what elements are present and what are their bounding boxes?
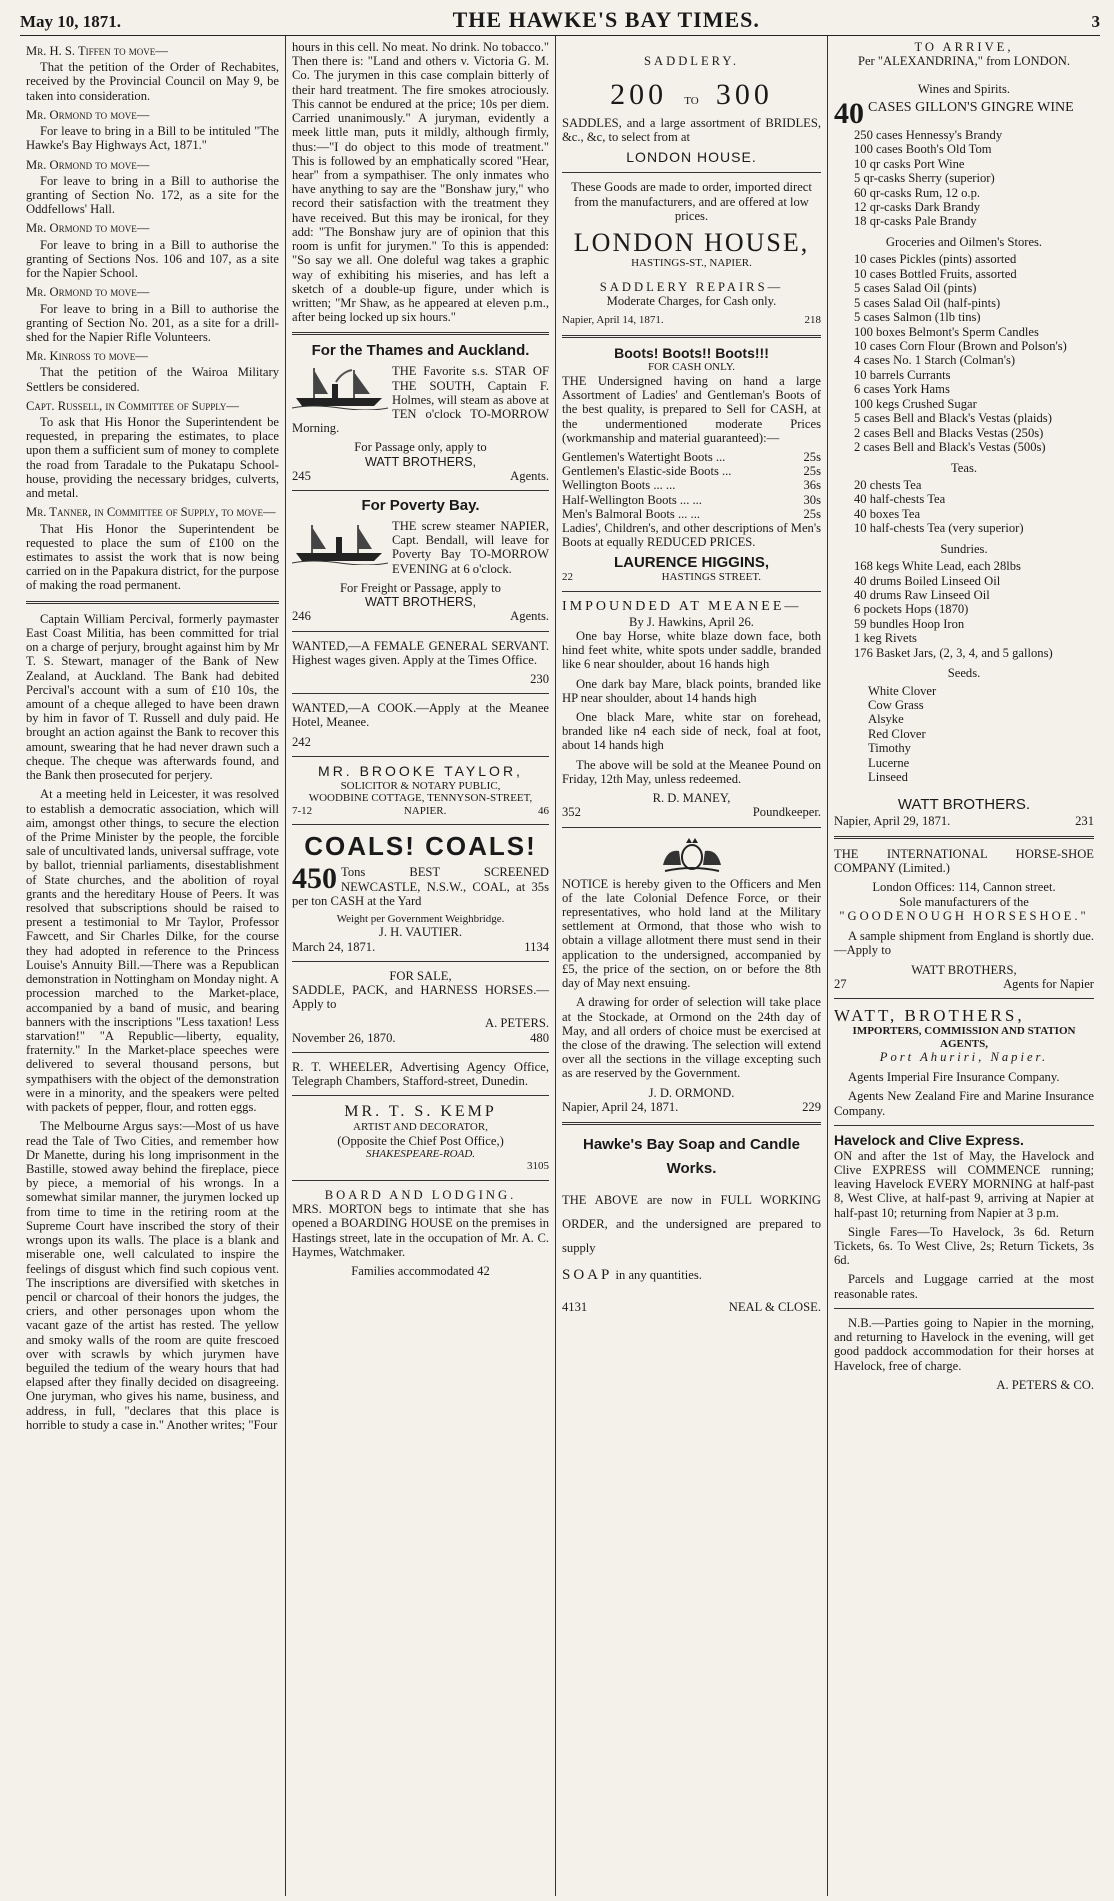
havelock-parcels: Parcels and Luggage carried at the most reasonable rates. (834, 1272, 1094, 1301)
ad-number: 1134 (524, 939, 549, 954)
seed-item: Timothy (868, 741, 911, 756)
watt-date: Napier, April 29, 1871. (834, 813, 951, 828)
ad-number: 242 (292, 734, 311, 749)
taylor-town: NAPIER. (403, 804, 447, 817)
motion-mover: Mr. Ormond to move— (26, 157, 150, 172)
divider (292, 1095, 549, 1096)
impounded-mare-2: One black Mare, white star on forehead, branded like n4 each side of neck, foal at foot, about 14 hands high (562, 710, 821, 753)
column-4 (828, 36, 1100, 1896)
coals-date: March 24, 1871. (292, 939, 376, 954)
saddles-300: 300 (715, 78, 773, 112)
watt-importers: IMPORTERS, COMMISSION AND STATION AGENTS, (852, 1025, 1076, 1050)
article-percival: Captain William Percival, formerly paymaster East Coast Militia, has been committed for trial on a charge of perjury, brought against him by Mr T. S. Stewart, manager of the Bank of New Zealand, at Auckland. The Bank had debited Percival's account with a sum of £10 10s, the amount of a cheque alleged to have been drawn by him in favor of T. Russell and duly paid. He brought an action against the Bank to recover this amount, swearing that he had never drawn such a cheque. The cheque was afterwards found, and the Bank then prosecuted for perjery. (26, 611, 279, 783)
watt-brothers-banner: WATT, BROTHERS, (834, 1005, 1025, 1025)
ad-number: 22 (562, 571, 573, 584)
divider (834, 1308, 1094, 1309)
page-number: 3 (1091, 12, 1100, 31)
motion-text: For leave to bring in a Bill to authorise the granting of Section No. 201, as a site for a drill-shed for the Napier Rifle Volunteers. (26, 301, 279, 344)
boots-item-price: 25s (803, 506, 821, 521)
thames-ad (292, 364, 549, 483)
divider (292, 1180, 549, 1181)
sundry-item: 168 kegs White Lead, each 28lbs (854, 559, 1021, 574)
ad-number: 218 (804, 314, 821, 327)
grocery-item: 10 cases Bottled Fruits, assorted (854, 266, 1017, 281)
boots-price-row (562, 478, 821, 492)
grocery-item: 2 cases Bell and Blacks Vestas (250s) (854, 425, 1044, 440)
wine-item: 5 qr-casks Sherry (superior) (854, 171, 995, 186)
divider (292, 1052, 549, 1053)
sundry-item: 40 drums Boiled Linseed Oil (854, 573, 1001, 588)
teas-heading: Teas. (950, 460, 978, 475)
havelock-heading: Havelock and Clive Express. (834, 1131, 1024, 1148)
column-3 (556, 36, 828, 1896)
boots-item-name: Wellington Boots ... ... (562, 478, 676, 493)
grocery-item: 5 cases Salad Oil (pints) (854, 281, 977, 296)
divider (292, 961, 549, 962)
watt-port: Port Ahuriri, Napier. (879, 1049, 1049, 1064)
motion-text: For leave to bring in a Bill to be intituled "The Hawke's Bay Highways Act, 1871." (26, 124, 279, 153)
boots-price-row (562, 450, 821, 464)
ad-number: 245 (292, 468, 311, 483)
havelock-name: A. PETERS & CO. (996, 1377, 1094, 1392)
ad-number: 42 (477, 1264, 490, 1278)
impounded-mare-1: One dark bay Mare, black points, branded like HP near shoulder, about 14 hands high (562, 676, 821, 705)
divider (292, 693, 549, 694)
motion-text: That the petition of the Wairoa Military Settlers be considered. (26, 365, 279, 394)
boots-heading: Boots! Boots!! Boots!!! (614, 344, 769, 361)
motion-text: That His Honor the Superintendent be requested to place the sum of £100 on the estimates to assist the work that is now being carried on in the Papakura district, for the purpose of making the road permanent. (26, 521, 279, 593)
soap-word: SOAP (562, 1266, 613, 1283)
watt-imperial: Agents Imperial Fire Insurance Company. (848, 1070, 1060, 1085)
watt-nz-fire: Agents New Zealand Fire and Marine Insurance Company. (834, 1089, 1094, 1118)
poverty-watt: WATT BROTHERS, (364, 595, 476, 610)
saddles-body: SADDLES, and a large assortment of BRIDLES, &c., &c, to select from at (562, 116, 821, 145)
forsale-body: SADDLE, PACK, and HARNESS HORSES.—Apply to (292, 983, 549, 1012)
forsale-date: November 26, 1870. (292, 1030, 396, 1045)
boots-item-name: Gentlemen's Watertight Boots ... (562, 450, 726, 464)
seed-item: Lucerne (868, 755, 910, 770)
grocery-item: 5 cases Bell and Black's Vestas (plaids) (854, 411, 1052, 426)
boots-item-price: 30s (803, 492, 821, 507)
steamship-icon (292, 364, 388, 410)
higgins-street: HASTINGS STREET. (661, 571, 761, 584)
divider (562, 1122, 821, 1125)
motion-text: For leave to bring in a Bill to authorise the granting of Section No. 172, as a site for the Oddfellows' Hall. (26, 173, 279, 217)
impounded-by: By J. Hawkins, April 26. (629, 614, 754, 629)
kemp-road: SHAKESPEARE-ROAD. (365, 1148, 476, 1161)
ormond-name: J. D. ORMOND. (648, 1085, 735, 1100)
ormond-date: Napier, April 24, 1871. (562, 1099, 679, 1114)
poundkeeper-label: Poundkeeper. (752, 805, 821, 820)
ad-number: 4131 (562, 1299, 588, 1314)
motion-text: For leave to bring in a Bill to authorise the granting of Sections Nos. 106 and 107, as a site for the Napier School. (26, 237, 279, 281)
wine-item: 10 qr casks Port Wine (854, 156, 965, 171)
taylor-name: MR. BROOKE TAYLOR, (318, 762, 523, 779)
horseshoe-sole: Sole manufacturers of the (899, 894, 1029, 909)
maney-name: R. D. MANEY, (652, 791, 731, 806)
agents-label: Agents. (510, 468, 549, 483)
notice-drawing: A drawing for order of selection will take place at the Stockade, at Ormond on the 24th day of May, and all orders of choice must be exercised at the close of the drawing. The selection will extend over all the sections in the village excepting such as are reserved by the Government. (562, 995, 821, 1081)
poverty-ad (292, 519, 549, 624)
horseshoe-watt: WATT BROTHERS, (911, 962, 1017, 977)
motion-mover: Mr. Ormond to move— (26, 285, 150, 300)
divider (834, 1125, 1094, 1126)
wine-item: 12 qr-casks Dark Brandy (854, 200, 980, 214)
arrive-ship: Per "ALEXANDRINA," from LONDON. (857, 54, 1071, 69)
ad-number: 3105 (527, 1160, 549, 1173)
ad-number: 480 (530, 1030, 549, 1045)
groceries-heading: Groceries and Oilmen's Stores. (885, 234, 1043, 249)
london-house-big: LONDON HOUSE, (573, 228, 810, 258)
divider (834, 836, 1094, 839)
seed-item: White Clover (868, 683, 937, 698)
kemp-title: ARTIST AND DECORATOR, (353, 1121, 488, 1134)
article-argus: The Melbourne Argus says:—Most of us have read the Tale of Two Cities, and remember how Dr Manette, during his long imprisonment in the Bastille, stowed away behind the fireplace, piece by piece, a memorial of his wrongs. In a somewhat similar manner, the jurymen locked up from time to time in the retiring room at the Supreme Court have inscribed the story of their wrongs upon its walls. The place is a blank and miserable one, well calculated to inspire the feelings of disgust which find such copious vent. The inscriptions are diversified with sketches in pencil or charcoal of their honors the judges, the criers, and other personages upon whom the vacant gaze of the artist has rested. The yellow and smoky walls of the room are quite frescoed over with scrawls by which jurymen have beguiled the tedium of the weary hours that had elapsed after they finally decided on disagreeing. One juryman, who gives his name, business, and address, in full, "declares that this place is horrible to study a case in." Another writes; "Four (26, 1119, 279, 1432)
saddles-to: TO (684, 95, 699, 108)
columns (20, 36, 1100, 1896)
wines-list (854, 128, 1094, 229)
repairs-heading: SADDLERY REPAIRS— (599, 279, 784, 294)
boots-item-price: 25s (803, 464, 821, 479)
boots-item-name: Men's Balmoral Boots ... ... (562, 506, 700, 521)
grocery-item: 4 cases No. 1 Starch (Colman's) (854, 353, 1016, 368)
poverty-body: THE screw steamer NAPIER, Capt. Bendall, will leave for Poverty Bay TO-MORROW EVENING at 6 o'clock. (392, 519, 549, 576)
havelock-fares: Single Fares—To Havelock, 3s 6d. Return Tickets, 6s. To West Clive, 2s; Return Tickets, 3s 6d. (834, 1224, 1094, 1268)
divider (562, 591, 821, 592)
ad-number: 230 (530, 671, 549, 686)
agents-label: Agents. (510, 609, 549, 624)
boots-ladies: Ladies', Children's, and other descriptions of Men's Boots at equally REDUCED PRICES. (562, 521, 821, 550)
article-leicester: At a meeting held in Leicester, it was resolved to establish a democratic association, which will aim, amongst other things, to secure the election of the Prime Minister by the people, the forcible sale of uncultivated lands, universal suffrage, vote by ballot, triennial parliaments, disestablishment of State churches, and the abolition of royal grants and the hereditary House of Peers. It was resolved that subscriptions should be raised to present a testimonial to Mr Taylor, Professor Fawcett, and Sir Charles Dilke, for the course they had adopted in reference to the Princess Louise's Annuity Bill.—There was a Republican demonstration in Nottingham on Monday night. A procession marched to the Market-place, accompanied by a band of music, and bearing banners with the inscriptions "Less taxation! Less starvation!" "A Republic—liberty, equality, fraternity." In the Market-place speeches were delivered to several thousand persons, but sympathisers with the object of the demonstration were in a minority, and the speakers were pelted with packets of pepper, flour, and rotten eggs. (26, 787, 279, 1115)
boots-item-name: Half-Wellington Boots ... ... (562, 492, 702, 507)
coals-heading: COALS! COALS! (304, 830, 537, 861)
london-house-small: LONDON HOUSE. (626, 148, 757, 165)
sundries-heading: Sundries. (940, 541, 988, 556)
saddles-200: 200 (610, 78, 668, 112)
wanted-servant: WANTED,—A FEMALE GENERAL SERVANT. Highest wages given. Apply at the Times Office. (292, 638, 549, 667)
thames-heading: For the Thames and Auckland. (311, 342, 530, 360)
motion-mover: Mr. Kinross to move— (26, 349, 148, 364)
teas-list (854, 478, 1094, 536)
column-1 (20, 36, 286, 1896)
grocery-item: 10 cases Pickles (pints) assorted (854, 252, 1017, 267)
boots-item-price: 36s (803, 478, 821, 493)
motion-mover: Mr. Ormond to move— (26, 107, 150, 122)
tea-item: 40 half-chests Tea (854, 492, 946, 507)
havelock-nb: N.B.—Parties going to Napier in the morning, and returning to Havelock in the evening, will get good paddock accommodation for their horses at Havelock, free of charge. (834, 1315, 1094, 1373)
poverty-apply: For Freight or Passage, apply to (340, 580, 501, 595)
horseshoe-london: London Offices: 114, Cannon street. (872, 880, 1056, 895)
grocery-item: 10 barrels Currants (854, 367, 951, 382)
column-2 (286, 36, 556, 1896)
boots-body: THE Undersigned having on hand a large Assortment of Ladies' and Gentleman's Boots of the best quality, is prepared to Sell for CASH, at the undermentioned moderate Prices (workmanship and material guaranteed):— (562, 373, 821, 445)
taylor-address: WOODBINE COTTAGE, TENNYSON-STREET, (308, 792, 533, 805)
impounded-sale: The above will be sold at the Meanee Pound on Friday, 12th May, unless redeemed. (562, 757, 821, 786)
sundry-item: 1 keg Rivets (854, 631, 917, 646)
ad-number: 7-12 (292, 804, 313, 817)
ad-number: 231 (1075, 813, 1094, 828)
grocery-item: 100 kegs Crushed Sugar (854, 396, 977, 411)
boots-price-row (562, 464, 821, 478)
wine-item: 250 cases Hennessy's Brandy (854, 127, 1003, 142)
higgins-name: LAURENCE HIGGINS, (613, 553, 769, 571)
divider (292, 490, 549, 491)
boots-item-name: Gentlemen's Elastic-side Boots ... (562, 464, 732, 479)
impounded-horse: One bay Horse, white blaze down face, both hind feet white, white spots under saddle, branded like 6 near shoulder, about 16 hands high (562, 628, 821, 672)
forsale-heading: FOR SALE, (389, 968, 452, 983)
soap-qty: in any quantities. (615, 1267, 702, 1282)
seed-item: Alsyke (868, 712, 904, 727)
sundry-item: 59 bundles Hoop Iron (854, 616, 965, 631)
ad-number: 46 (538, 804, 549, 817)
horseshoe-company: THE INTERNATIONAL HORSE-SHOE COMPANY (Limited.) (834, 846, 1094, 876)
soap-name: NEAL & CLOSE. (728, 1299, 821, 1314)
sundry-item: 40 drums Raw Linseed Oil (854, 587, 990, 602)
repairs-charges: Moderate Charges, for Cash only. (606, 294, 777, 309)
coals-tons: 450 (292, 862, 337, 896)
divider (562, 827, 821, 828)
horseshoe-brand: "GOODENOUGH HORSESHOE." (839, 908, 1089, 923)
horseshoe-sample: A sample shipment from England is shortly due.—Apply to (834, 929, 1094, 958)
kemp-name: MR. T. S. KEMP (344, 1103, 497, 1121)
coals-name: J. H. VAUTIER. (378, 925, 463, 940)
seeds-heading: Seeds. (947, 666, 981, 681)
taylor-title: SOLICITOR & NOTARY PUBLIC, (340, 779, 501, 792)
impounded-heading: IMPOUNDED AT MEANEE— (562, 598, 802, 614)
boots-cash: FOR CASH ONLY. (647, 361, 736, 374)
steamship-icon (292, 519, 388, 565)
grocery-item: 5 cases Salmon (1lb tins) (854, 310, 981, 325)
wanted-cook: WANTED,—A COOK.—Apply at the Meanee Hotel, Meanee. (292, 701, 549, 730)
watt-brothers: WATT BROTHERS. (897, 795, 1031, 813)
notice-body: NOTICE is hereby given to the Officers and Men of the late Colonial Defence Force, or their representatives, who hold land at the Military settlement at Ormond, that those who wish to obtain a village allotment there must send in their application to the undersigned, accompanied by £5, the price of the section, on or before the 8th day of May next ensuing. (562, 876, 821, 991)
soap-body: THE ABOVE are now in FULL WORKING ORDER, and the undersigned are prepared to supply (562, 1193, 821, 1255)
seed-item: Cow Grass (868, 698, 924, 712)
issue-date: May 10, 1871. (20, 12, 122, 31)
tea-item: 20 chests Tea (854, 477, 922, 492)
ginger-wine: CASES GILLON'S GINGRE WINE (868, 99, 1074, 115)
grocery-item: 6 cases York Hams (854, 382, 950, 397)
groceries-list (854, 252, 1094, 455)
motion-text: That the petition of the Order of Rechabites, received by the Provincial Council on May 9, be taken into consideration. (26, 60, 279, 103)
london-address: HASTINGS-ST., NAPIER. (631, 257, 752, 270)
article-continuation: hours in this cell. No meat. No drink. No tobacco." Then there is: "Land and others v. Victoria G. M. Co. The jurymen in this case complain bitterly of their hard treatment. The fire smokes atrociously. This cannot be endured at the price; 10s per diem. Carried unanimously." A juryman, evidently a meek little man, puts it mildly, although firmly, thus:—"I do object to this mode of treatment." This is followed by an emphatically scored "Hear, hear" from a sympathiser. The only inmates who have anything to say are the "Bonshaw jury," who record their satisfaction with the treatment they have received. But this may be ironical, for they add: "The Bonshaw jury are of opinion that this room is unfit for jurymen." To this is appended: "So say we all. One doleful wag takes a graphic way of exhibiting his miseries, and has left a sketch of a double-up figure, under which is written; "Mr Shaw, as he appeared at eleven p.m., after being locked up six hours." (292, 40, 549, 325)
masthead (20, 8, 1100, 36)
divider (292, 631, 549, 632)
kemp-location: (Opposite the Chief Post Office,) (337, 1133, 504, 1148)
divider (562, 172, 821, 173)
saddlery-heading: SADDLERY. (644, 54, 739, 68)
havelock-body: ON and after the 1st of May, the Havelock and Clive EXPRESS will COMMENCE running; leaving Havelock EVERY MORNING at half-past 8, West Clive, at half-past 9, arriving at Napier at half-past 10; returning from Napier at 3 p.m. (834, 1148, 1094, 1220)
seed-item: Red Clover (868, 726, 926, 741)
divider (562, 335, 821, 338)
wines-heading: Wines and Spirits. (917, 82, 1011, 97)
divider (26, 601, 279, 604)
soap-heading: Hawke's Bay Soap and Candle Works. (583, 1136, 800, 1178)
seeds-list (868, 684, 1094, 785)
goods-text: These Goods are made to order, imported direct from the manufacturers, and are offered at low prices. (571, 180, 812, 223)
tea-item: 40 boxes Tea (854, 506, 921, 521)
sundry-item: 6 pockets Hops (1870) (854, 602, 969, 617)
boots-item-price: 25s (803, 450, 821, 464)
seed-item: Linseed (868, 770, 908, 785)
tea-item: 10 half-chests Tea (very superior) (854, 521, 1024, 536)
thames-watt: WATT BROTHERS, (364, 454, 476, 469)
divider (834, 998, 1094, 999)
sundries-list (854, 559, 1094, 660)
thames-body: THE Favorite s.s. STAR OF THE SOUTH, Captain F. Holmes, will steam as above at TEN o'clock TO-MORROW Morning. (292, 364, 549, 436)
coals-body: Tons BEST SCREENED NEWCASTLE, N.S.W., COAL, at 35s per ton CASH at the Yard (292, 865, 549, 908)
poverty-heading: For Poverty Bay. (361, 497, 480, 515)
boots-price-row (562, 493, 821, 507)
boots-price-row (562, 507, 821, 521)
repairs-date: Napier, April 14, 1871. (562, 314, 664, 327)
motion-mover: Mr. Ormond to move— (26, 221, 150, 236)
motion-mover: Mr. Tanner, in Committee of Supply, to move— (26, 505, 276, 520)
royal-crest-icon (657, 835, 727, 875)
wheeler-ad: R. T. WHEELER, Advertising Agency Office, Telegraph Chambers, Stafford-street, Dunedin. (292, 1059, 549, 1089)
ad-number: 352 (562, 805, 581, 820)
coals-weight: Weight per Government Weighbridge. (336, 912, 505, 925)
grocery-item: 10 cases Corn Flour (Brown and Polson's) (854, 338, 1067, 353)
arrive-heading: TO ARRIVE, (914, 40, 1014, 54)
wine-cases-count: 40 (834, 96, 864, 130)
ad-number: 27 (834, 976, 847, 991)
motion-mover: Capt. Russell, in Committee of Supply— (26, 398, 239, 413)
motion-text: To ask that His Honor the Superintendent be requested, in preparing the estimates, to place upon them a sufficient sum of money to complete the road from Taradale to the Pukatapu School-house, providing the necessary bridges, culverts, and metal. (26, 415, 279, 501)
grocery-item: 100 boxes Belmont's Sperm Candles (854, 324, 1039, 339)
newspaper-title: THE HAWKE'S BAY TIMES. (452, 7, 760, 32)
forsale-name: A. PETERS. (484, 1016, 549, 1031)
wine-item: 18 qr-casks Pale Brandy (854, 214, 977, 229)
boots-price-list (562, 450, 821, 521)
thames-apply: For Passage only, apply to (354, 440, 487, 455)
sundry-item: 176 Basket Jars, (2, 3, 4, and 5 gallons) (854, 645, 1053, 660)
divider (292, 824, 549, 825)
wine-item: 100 cases Booth's Old Tom (854, 142, 992, 157)
board-heading: BOARD AND LODGING. (324, 1187, 517, 1202)
divider (292, 756, 549, 757)
board-body: MRS. MORTON begs to intimate that she has opened a BOARDING HOUSE on the premises in Hastings street, late in the occupation of Mr. A. C. Haymes, Watchmaker. (292, 1202, 549, 1259)
wine-item: 60 qr-casks Rum, 12 o.p. (854, 185, 981, 200)
board-foot: Families accommodated (351, 1264, 474, 1278)
ad-number: 229 (802, 1099, 821, 1114)
divider (292, 332, 549, 335)
grocery-item: 2 cases Bell and Black's Vestas (500s) (854, 440, 1046, 455)
horseshoe-agents: Agents for Napier (1003, 976, 1094, 991)
ad-number: 246 (292, 609, 311, 624)
grocery-item: 5 cases Salad Oil (half-pints) (854, 295, 1001, 310)
coals-ad (292, 862, 549, 954)
motion-mover: Mr. H. S. Tiffen to move— (26, 44, 168, 58)
